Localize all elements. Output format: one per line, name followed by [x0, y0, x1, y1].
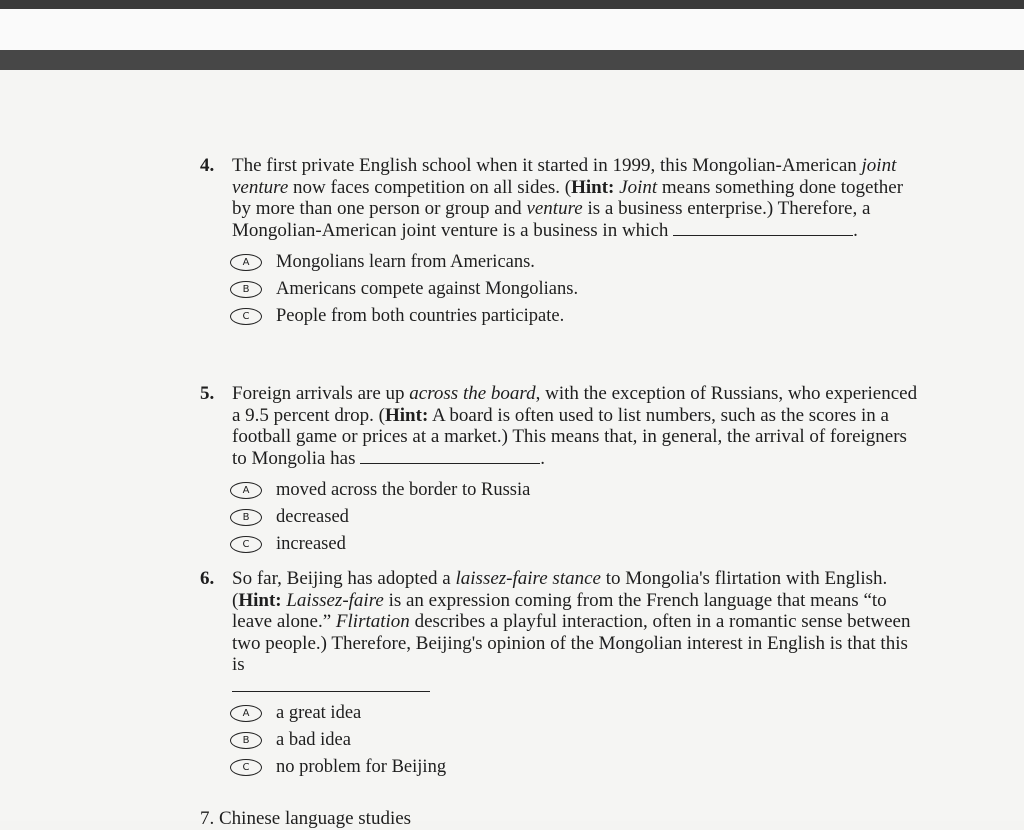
- option-text: Americans compete against Mongolians.: [276, 279, 579, 299]
- answer-options: [230, 700, 920, 781]
- option-text: moved across the border to Russia: [276, 480, 531, 500]
- answer-options: [230, 477, 920, 558]
- text-run: now faces competition on all sides. (: [288, 176, 572, 198]
- option-b[interactable]: [230, 276, 920, 303]
- option-bubble-c[interactable]: C: [230, 308, 262, 325]
- option-a[interactable]: [230, 477, 920, 504]
- question-number: 6.: [200, 568, 215, 589]
- option-c[interactable]: [230, 754, 920, 781]
- option-text: Mongolians learn from Americans.: [276, 252, 535, 272]
- text-run: , with the exception of Russians, who experienced a 9.5 percent drop. (: [232, 383, 918, 426]
- question-text: [232, 568, 920, 692]
- answer-options: [230, 249, 920, 330]
- italic-term: Flirtation: [335, 611, 410, 632]
- option-b[interactable]: [230, 727, 920, 754]
- option-text: no problem for Beijing: [276, 756, 447, 777]
- option-bubble-a[interactable]: A: [230, 254, 262, 271]
- option-text: a bad idea: [276, 729, 351, 750]
- text-run: means something done together by more than one person or group and: [232, 176, 904, 219]
- text-run: A board is often used to list numbers, such as the scores in a football game or prices at a market.) This means that, in general, the arrival of foreigners to Mongolia has: [232, 404, 907, 469]
- question-4: [200, 155, 920, 330]
- question-text: Foreign arrivals are up across the board, with the exception of Russians, who experienced a 9.5 percent drop. (Hint: A board is often used to list numbers, such as the scores in a football game or prices at a market.) This means that, in general, the arrival of foreigners to Mongolia has .: [232, 383, 918, 469]
- question-5: [200, 383, 920, 558]
- option-b[interactable]: [230, 504, 920, 531]
- option-text: a great idea: [276, 702, 362, 723]
- text-run: The first private English school when it started in 1999, this Mongolian-American: [232, 155, 862, 176]
- top-dark-bar: [0, 0, 1024, 9]
- text-run: to Mongolia's flirtation with English. (: [232, 568, 888, 611]
- answer-blank: [673, 221, 853, 236]
- question-number: 4.: [200, 155, 215, 176]
- italic-term: Joint: [619, 176, 658, 198]
- question-7-partial: 7. Chinese language studies: [200, 808, 412, 829]
- question-text: The first private English school when it started in 1999, this Mongolian-American joint venture now faces competition on all sides. (Hint: Joint means something done together by more than one person or group and venture is a business enterprise.) Therefore, a Mongolian-American joint venture is a business in which .: [232, 155, 904, 241]
- text-run: So far, Beijing has adopted a: [232, 568, 456, 589]
- option-text: increased: [276, 534, 346, 554]
- option-bubble-b[interactable]: B: [230, 509, 262, 526]
- italic-term: across the board: [409, 383, 536, 404]
- option-bubble-b[interactable]: B: [230, 281, 262, 298]
- text-run: is a business enterprise.) Therefore, a Mongolian-American joint venture is a business in which: [232, 198, 871, 241]
- hint-label: Hint:: [238, 589, 282, 611]
- italic-term: joint venture: [232, 155, 897, 198]
- italic-term: laissez-faire stance: [455, 568, 601, 589]
- option-text: decreased: [276, 507, 349, 527]
- top-light-strip: [0, 9, 1024, 50]
- option-a[interactable]: [230, 249, 920, 276]
- question-6: [200, 568, 920, 781]
- option-bubble-a[interactable]: A: [230, 482, 262, 499]
- option-bubble-c[interactable]: C: [230, 536, 262, 553]
- italic-term: Laissez-faire: [286, 589, 384, 611]
- option-text: People from both countries participate.: [276, 306, 565, 326]
- hint-label: Hint:: [385, 404, 429, 426]
- text-run: describes a playful interaction, often in a romantic sense between two people.) Therefore, Beijing's opinion of the Mongolian interest in English is that this is: [232, 611, 911, 675]
- italic-term: venture: [526, 198, 583, 219]
- answer-blank: [360, 449, 540, 464]
- option-bubble-c[interactable]: C: [230, 759, 262, 776]
- option-a[interactable]: [230, 700, 920, 727]
- text-run: is an expression coming from the French language that means “to leave alone.”: [232, 589, 887, 632]
- header-dark-bar: [0, 50, 1024, 70]
- text-run: Foreign arrivals are up: [232, 383, 410, 404]
- hint-label: Hint:: [571, 176, 615, 198]
- option-bubble-a[interactable]: A: [230, 705, 262, 722]
- answer-blank: [232, 690, 430, 692]
- option-bubble-b[interactable]: B: [230, 732, 262, 749]
- option-c[interactable]: [230, 531, 920, 558]
- option-c[interactable]: [230, 303, 920, 330]
- question-number: 5.: [200, 383, 215, 404]
